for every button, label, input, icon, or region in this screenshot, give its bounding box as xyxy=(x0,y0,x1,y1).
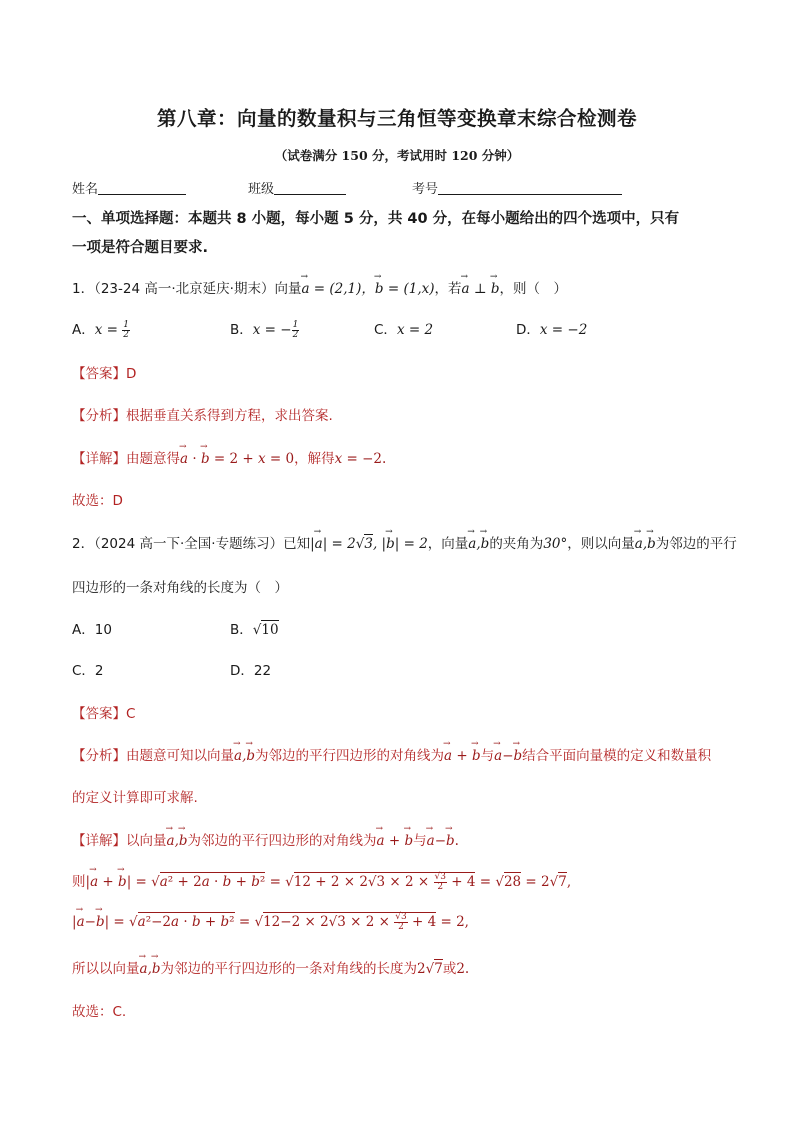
q2-option-a[interactable]: A．10 xyxy=(72,622,112,638)
q1-option-b[interactable]: B．x = − $\frac{1}{2}$ xyxy=(230,320,299,340)
q2-calc-line2: |→ a−→ b| = √a²−2a · b + b² = √12−2 × 2√3 × 2 × $\frac{√3}{2}$ + 4 = 2, xyxy=(72,913,469,932)
q2-analysis-line2: 的定义计算即可求解. xyxy=(72,790,198,806)
exam-no-blank[interactable] xyxy=(438,180,622,195)
q2-analysis-line1: 【分析】由题意可知以向量→ a,→ b为邻边的平行四边形的对角线为→ a + → b与→ a−→ b结合平面向量模的定义和数量积 xyxy=(72,744,711,764)
q1-option-d[interactable]: D．x = −2 xyxy=(516,322,588,338)
page-subtitle: （试卷满分 150 分，考试用时 120 分钟） xyxy=(274,148,520,163)
q2-detail: 【详解】以向量→ a,→ b为邻边的平行四边形的对角线为→ a + → b与→ a−→ b. xyxy=(72,829,459,849)
q1-choose: 故选：D xyxy=(72,493,123,509)
q2-choose: 故选：C. xyxy=(72,1004,127,1020)
q2-stem-line2: 四边形的一条对角线的长度为（ ） xyxy=(72,580,288,596)
name-label: 姓名 xyxy=(72,182,99,197)
student-info-row xyxy=(72,178,732,198)
name-field[interactable] xyxy=(72,178,186,197)
q1-detail: 【详解】由题意得→ a · → b = 2 + x = 0，解得x = −2. xyxy=(72,447,386,467)
class-field[interactable] xyxy=(248,178,346,197)
q2-calc-line1: 则|→ a + → b| = √a² + 2a · b + b² = √12 + 2 × 2√3 × 2 × $\frac{√3}{2}$ + 4 = √28 = 2√7, xyxy=(72,870,571,892)
q1-option-c[interactable]: C．x = 2 xyxy=(374,322,434,338)
q1-option-a[interactable]: A．x = $\frac{1}{2}$ xyxy=(72,320,129,340)
q2-option-c[interactable]: C．2 xyxy=(72,663,104,679)
q1-math-a: → a = (2,1)，→ b = (1,x) xyxy=(301,281,434,297)
class-blank[interactable] xyxy=(274,180,346,195)
page-title: 第八章：向量的数量积与三角恒等变换章末综合检测卷 xyxy=(156,107,637,130)
fraction-one-half: $\frac{1}{2}$ xyxy=(123,320,129,340)
q2-option-b[interactable]: B．√10 xyxy=(230,622,279,638)
q2-stem-line1: 2．（2024 高一下·全国·专题练习）已知|→ a| = 2√3, |→ b| = 2，向量→ a,→ b的夹角为30°，则以向量→ a,→ b为邻边的平行 xyxy=(72,532,737,552)
class-label: 班级 xyxy=(248,182,275,197)
section-heading-line2: 一项是符合题目要求. xyxy=(72,240,209,256)
q1-analysis: 【分析】根据垂直关系得到方程，求出答案. xyxy=(72,408,333,424)
q2-option-d[interactable]: D．22 xyxy=(230,663,272,679)
q2-conclusion: 所以以向量→ a,→ b为邻边的平行四边形的一条对角线的长度为2√7或2. xyxy=(72,957,469,977)
q2-answer: 【答案】C xyxy=(72,706,136,722)
exam-no-label: 考号 xyxy=(412,182,439,197)
name-blank[interactable] xyxy=(98,180,186,195)
fraction-one-half: $\frac{1}{2}$ xyxy=(292,320,299,340)
q1-answer: 【答案】D xyxy=(72,366,137,382)
exam-no-field[interactable] xyxy=(412,178,622,197)
q1-stem: 1．（23-24 高一·北京延庆·期末）向量→ a = (2,1)，→ b = (1,x)，若→ a ⊥ → b，则（ ） xyxy=(72,277,567,297)
section-heading-line1: 一、单项选择题：本题共 8 小题，每小题 5 分，共 40 分，在每小题给出的四个选项中，只有 xyxy=(72,211,680,227)
